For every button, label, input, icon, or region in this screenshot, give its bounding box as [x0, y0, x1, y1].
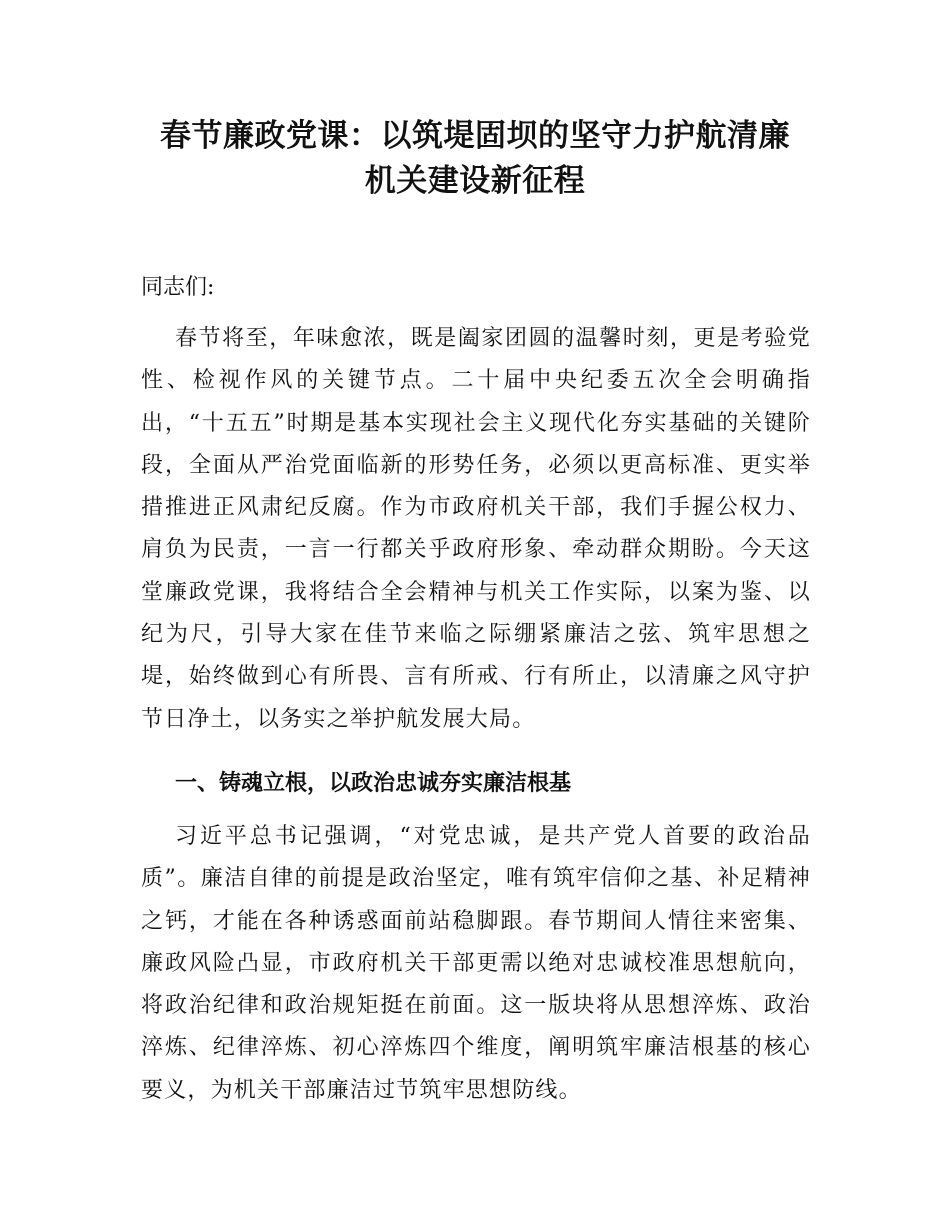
document-title-line-1: 春节廉政党课：以筑堤固坝的坚守力护航清廉 [160, 118, 790, 154]
body-paragraph-section-1: 习近平总书记强调，“对党忠诚，是共产党人首要的政治品质”。廉洁自律的前提是政治坚定，唯有筑牢信仰之基、补足精神之钙，才能在各种诱惑面前站稳脚跟。春节期间人情往来密集、廉政风险凸显，市政府机关干部更需以绝对忠诚校准思想航向，将政治纪律和政治规矩挺在前面。这一版块将从思想淬炼、政治淬炼、纪律淬炼、初心淬炼四个维度，阐明筑牢廉洁根基的核心要义，为机关干部廉洁过节筑牢思想防线。 [141, 824, 811, 1103]
body-paragraph-intro: 春节将至，年味愈浓，既是阖家团圆的温馨时刻，更是考验党性、检视作风的关键节点。二十届中央纪委五次全会明确指出，“十五五”时期是基本实现社会主义现代化夯实基础的关键阶段，全面从严治党面临新的形势任务，必须以更高标准、更实举措推进正风肃纪反腐。作为市政府机关干部，我们手握公权力、肩负为民责，一言一行都关乎政府形象、牵动群众期盼。今天这堂廉政党课，我将结合全会精神与机关工作实际，以案为鉴、以纪为尺，引导大家在佳节来临之际绷紧廉洁之弦、筑牢思想之堤，始终做到心有所畏、言有所戒、行有所止，以清廉之风守护节日净土，以务实之举护航发展大局。 [141, 326, 811, 732]
salutation: 同志们: [141, 275, 215, 300]
document-title-line-2: 机关建设新征程 [364, 163, 586, 199]
section-heading-1: 一、铸魂立根，以政治忠诚夯实廉洁根基 [175, 771, 572, 796]
